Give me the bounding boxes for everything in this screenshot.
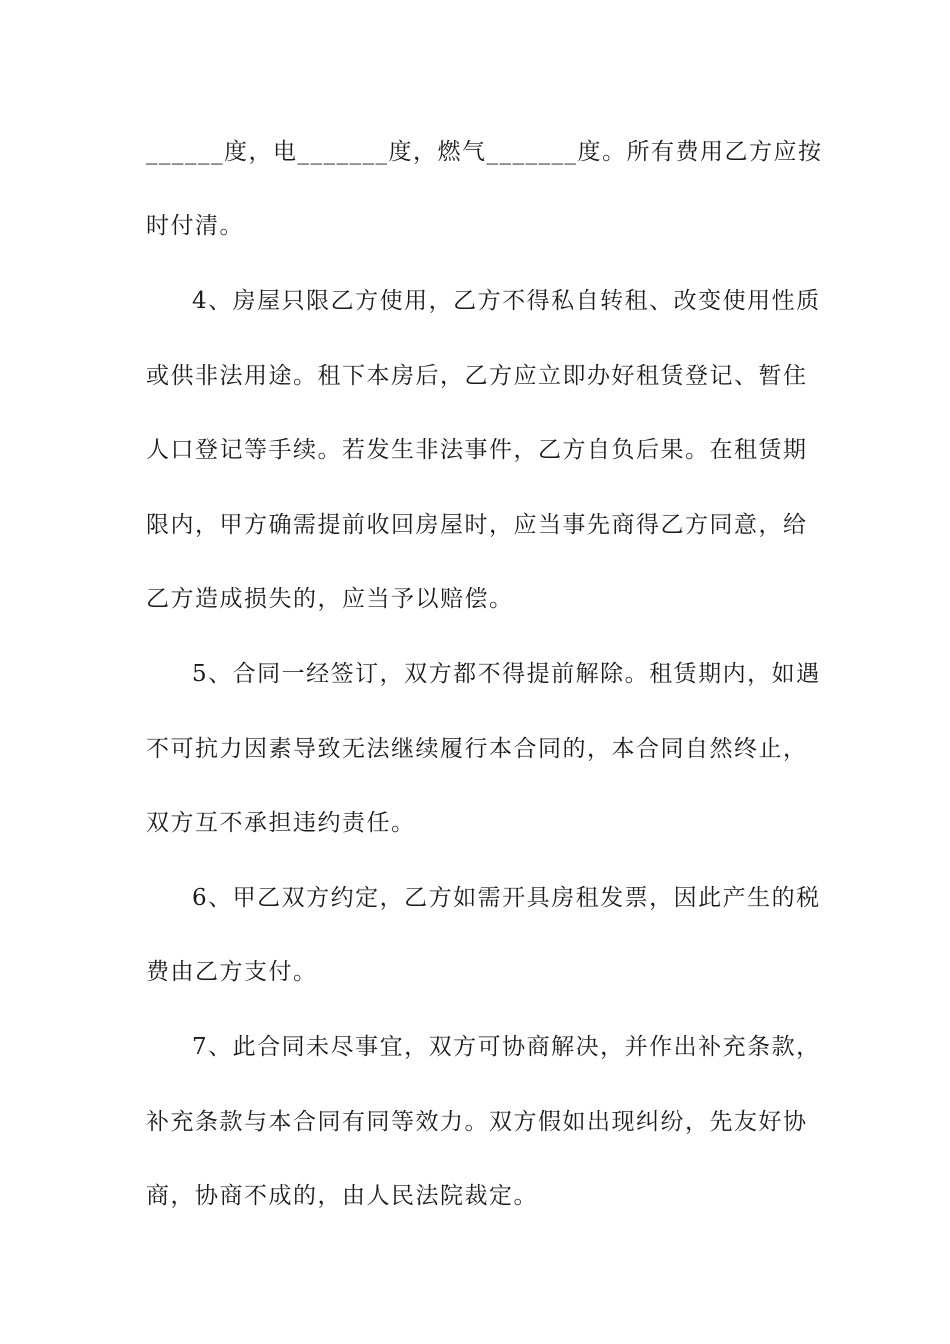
clause-4-line-4: 限内，甲方确需提前收回房屋时，应当事先商得乙方同意，给 <box>146 512 808 538</box>
clause-4-line-5: 乙方造成损失的，应当予以赔偿。 <box>146 586 514 612</box>
clause-6-line-2: 费由乙方支付。 <box>146 959 318 985</box>
clause-7-line-1: 7、此合同未尽事宜，双方可协商解决，并作出补充条款， <box>192 1034 821 1060</box>
clause-7-line-2: 补充条款与本合同有同等效力。双方假如出现纠纷，先友好协 <box>146 1109 808 1135</box>
text-line-2: 时付清。 <box>146 213 244 239</box>
clause-5-line-2: 不可抗力因素导致无法继续履行本合同的，本合同自然终止， <box>146 736 808 762</box>
clause-5-line-1: 5、合同一经签订，双方都不得提前解除。租赁期内，如遇 <box>192 661 821 687</box>
clause-4-line-3: 人口登记等手续。若发生非法事件，乙方自负后果。在租赁期 <box>146 437 808 463</box>
text-line-1: ______度，电_______度，燃气_______度。所有费用乙方应按 <box>146 139 823 165</box>
clause-7-line-3: 商，协商不成的，由人民法院裁定。 <box>146 1183 538 1209</box>
clause-6-line-1: 6、甲乙双方约定，乙方如需开具房租发票，因此产生的税 <box>192 885 821 911</box>
clause-5-line-3: 双方互不承担违约责任。 <box>146 810 416 836</box>
clause-4-line-1: 4、房屋只限乙方使用，乙方不得私自转租、改变使用性质 <box>192 288 821 314</box>
clause-4-line-2: 或供非法用途。租下本房后，乙方应立即办好租赁登记、暂住 <box>146 363 808 389</box>
